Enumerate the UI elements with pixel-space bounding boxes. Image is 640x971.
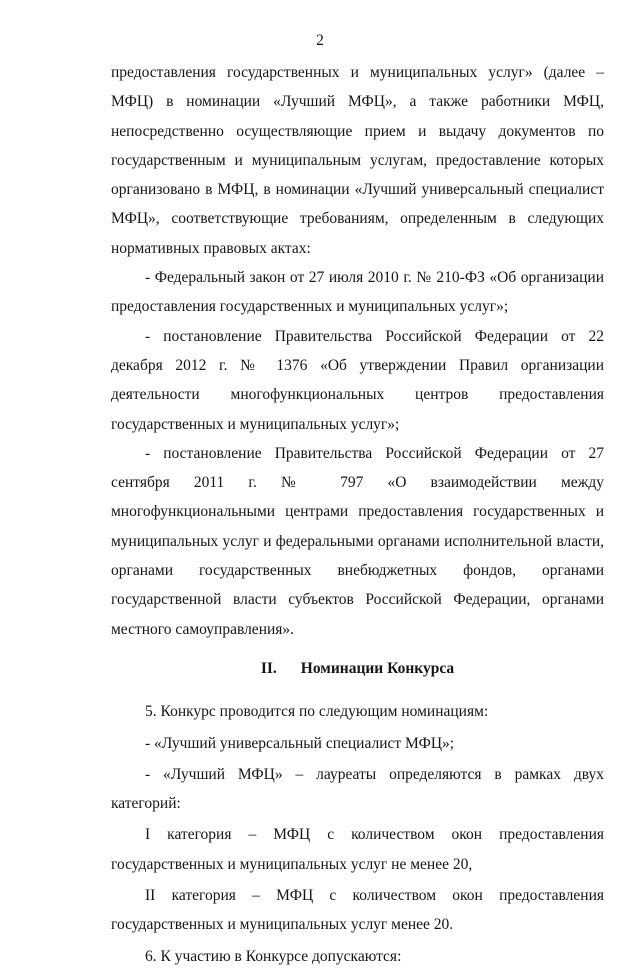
category-item: II категория – МФЦ с количеством окон предоставления государственных и муниципальных услуг менее 20.: [111, 887, 604, 934]
clause-5: 5. Конкурс проводится по следующим номинациям:: [145, 703, 489, 721]
section-title: Номинации Конкурса: [300, 659, 455, 677]
nomination-item: - «Лучший МФЦ» – лауреаты определяются в рамках двух категорий:: [111, 765, 604, 813]
nomination-item: - «Лучший универсальный специалист МФЦ»;: [145, 734, 455, 752]
page-number: 2: [316, 32, 324, 49]
clause-6: 6. К участию в Конкурсе допускаются:: [145, 947, 402, 965]
section-heading: [111, 654, 604, 683]
legal-act-item: - Федеральный закон от 27 июля 2010 г. № 210-ФЗ «Об организации предоставления государственных и муниципальных услуг»;: [111, 269, 604, 316]
category-item: I категория – МФЦ с количеством окон предоставления государственных и муниципальных услуг не менее 20,: [111, 826, 604, 873]
legal-act-item: - постановление Правительства Российской Федерации от 22 декабря 2012 г. № 1376 «Об утверждении Правил организации деятельности многофункциональных центров предоставления государственных и муниципальных услуг»;: [111, 327, 604, 433]
section-number: II.: [260, 659, 277, 677]
intro-paragraph: предоставления государственных и муниципальных услуг» (далее – МФЦ) в номинации «Лучший МФЦ», а также работники МФЦ, непосредственно осуществляющие прием и выдачу документов по государственным и муниципальным услугам, предоставление которых организовано в МФЦ, в номинации «Лучший универсальный специалист МФЦ», соответствующие требованиям, определенным в следующих нормативных правовых актах:: [111, 64, 604, 257]
legal-act-item: - постановление Правительства Российской Федерации от 27 сентября 2011 г. № 797 «О взаимодействии между многофункциональными центрами предоставления государственных и муниципальных услуг и федеральными органами исполнительной власти, органами государственных внебюджетных фондов, органами государственной власти субъектов Российской Федерации, органами местного самоуправления».: [111, 444, 604, 638]
